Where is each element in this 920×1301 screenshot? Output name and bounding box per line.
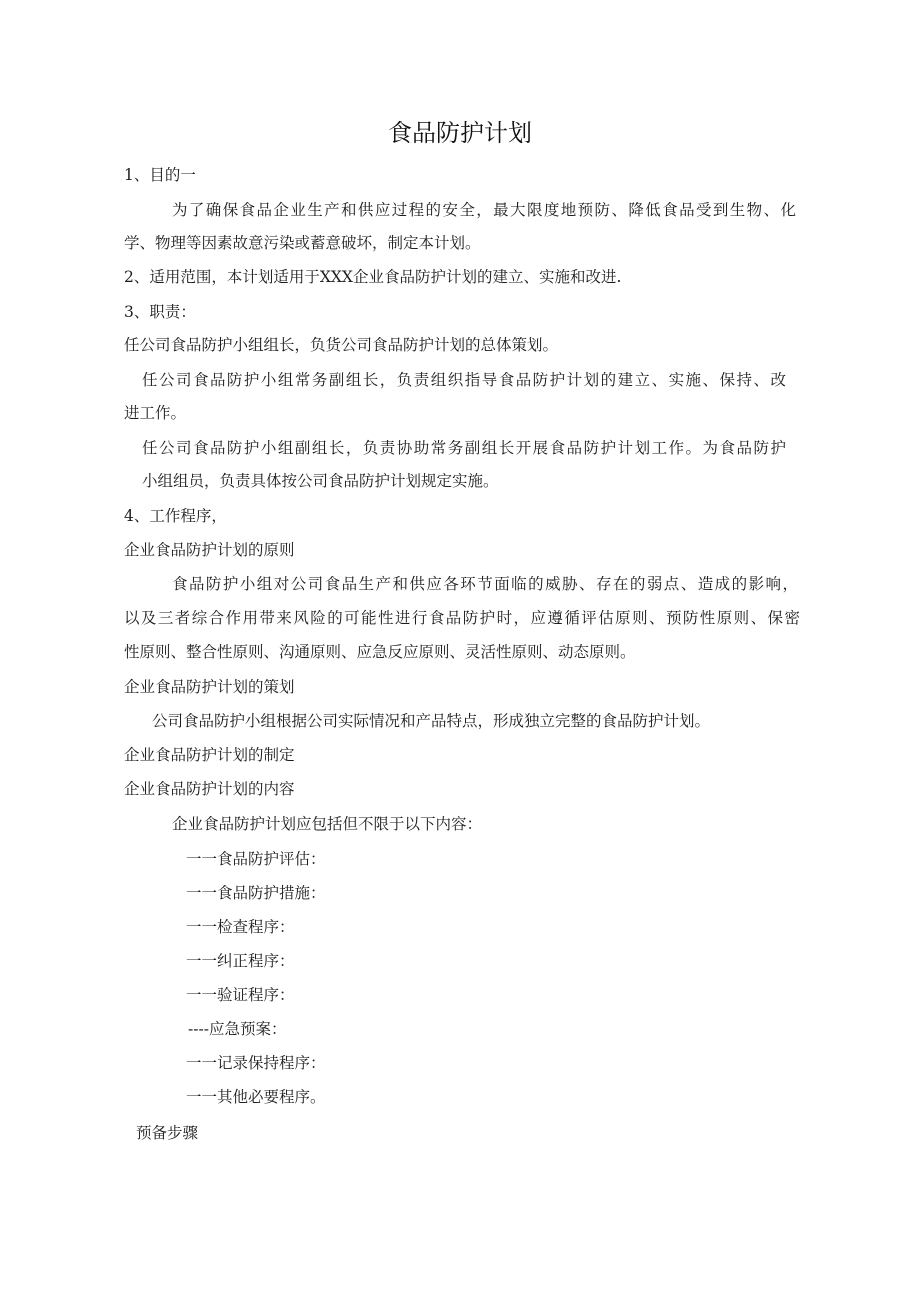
purpose-paragraph-line-2: 学、物理等因素故意污染或蓄意破坏，制定本计划。 <box>124 234 481 252</box>
subheading-preliminary-steps: 预备步骤 <box>136 1124 199 1142</box>
content-item-other: 一一其他必要程序。 <box>186 1088 326 1106</box>
responsibility-deputy-line-1: 任公司食品防护小组副组长，负责协助常务副组长开展食品防护计划工作。为食品防护 <box>142 439 786 457</box>
subheading-content: 企业食品防护计划的内容 <box>124 780 295 798</box>
content-item-records: 一一记录保持程序： <box>186 1054 326 1072</box>
content-item-verification: 一一验证程序： <box>186 986 295 1004</box>
content-item-measures: 一一食品防护措施： <box>186 884 326 902</box>
purpose-paragraph-line-1: 为了确保食品企业生产和供应过程的安全，最大限度地预防、降低食品受到生物、化 <box>172 201 796 219</box>
content-item-inspection: 一一检查程序： <box>186 918 295 936</box>
content-intro: 企业食品防护计划应包括但不限于以下内容： <box>172 815 483 833</box>
responsibility-leader: 任公司食品防护小组组长，负货公司食品防护计划的总体策划。 <box>124 336 559 354</box>
subheading-planning: 企业食品防护计划的策划 <box>124 678 295 696</box>
planning-paragraph: 公司食品防护小组根据公司实际情况和产品特点，形成独立完整的食品防护计划。 <box>152 712 711 730</box>
section-1-heading: 1、目的一 <box>124 166 196 184</box>
subheading-formulation: 企业食品防护计划的制定 <box>124 746 295 764</box>
responsibility-deputy-line-2: 小组组员，负责具体按公司食品防护计划规定实施。 <box>142 472 499 490</box>
document-title: 食品防护计划 <box>388 119 532 147</box>
responsibility-executive-deputy-line-1: 任公司食品防护小组常务副组长，负责组织指导食品防护计划的建立、实施、保持、改 <box>142 371 786 389</box>
content-item-correction: 一一纠正程序： <box>186 952 295 970</box>
principles-paragraph-line-1: 食品防护小组对公司食品生产和供应各环节面临的威胁、存在的弱点、造成的影响， <box>172 575 798 593</box>
section-2-scope: 2、适用范围，本计划适用于XXX企业食品防护计划的建立、实施和改进. <box>124 268 622 286</box>
principles-paragraph-line-2: 以及三者综合作用带来风险的可能性进行食品防护时，应遵循评估原则、预防性原则、保密 <box>124 609 800 627</box>
content-item-assessment: 一一食品防护评估： <box>186 850 326 868</box>
responsibility-executive-deputy-line-2: 进工作。 <box>124 404 187 422</box>
principles-paragraph-line-3: 性原则、整合性原则、沟通原则、应急反应原则、灵活性原则、动态原则。 <box>124 643 636 661</box>
section-3-heading: 3、职责： <box>124 303 196 321</box>
subheading-principles: 企业食品防护计划的原则 <box>124 541 295 559</box>
content-item-emergency: ----应急预案： <box>188 1020 287 1038</box>
section-4-heading: 4、工作程序， <box>124 507 227 525</box>
